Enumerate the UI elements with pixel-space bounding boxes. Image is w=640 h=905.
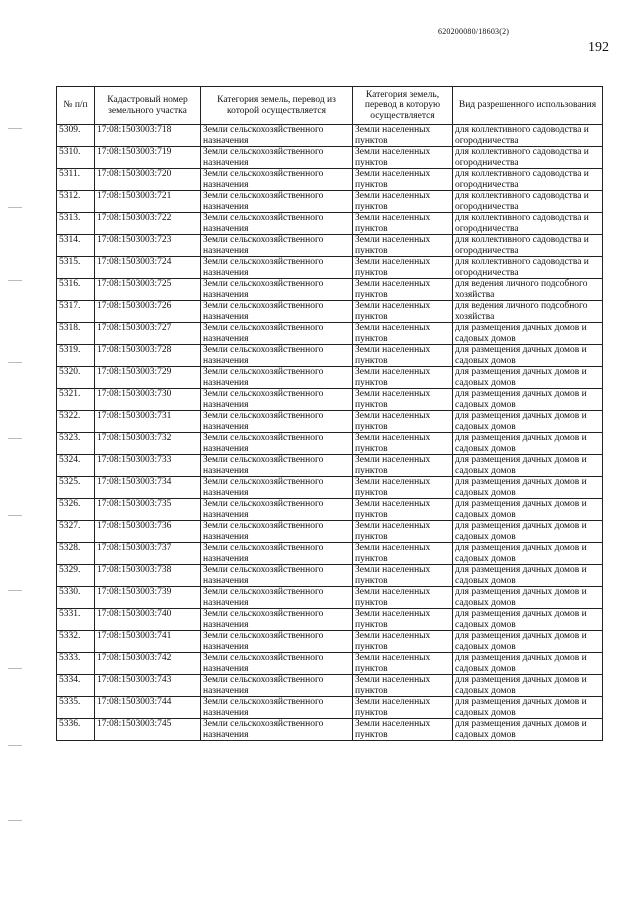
category-from: Земли сельскохозяйственного назначения	[201, 631, 353, 653]
category-from: Земли сельскохозяйственного назначения	[201, 345, 353, 367]
category-to: Земли населенных пунктов	[353, 323, 453, 345]
row-number: 5323.	[57, 433, 95, 455]
cadastral-number: 17:08:1503003:744	[95, 697, 201, 719]
header-category-to: Категория земель, перевод в которую осуществляется	[353, 87, 453, 125]
permitted-use: для коллективного садоводства и огородничества	[453, 257, 603, 279]
table-row	[57, 235, 603, 257]
permitted-use: для размещения дачных домов и садовых домов	[453, 345, 603, 367]
margin-mark	[8, 438, 22, 439]
row-number: 5325.	[57, 477, 95, 499]
table-row	[57, 653, 603, 675]
table-row	[57, 675, 603, 697]
category-from: Земли сельскохозяйственного назначения	[201, 301, 353, 323]
row-number: 5332.	[57, 631, 95, 653]
category-to: Земли населенных пунктов	[353, 631, 453, 653]
category-from: Земли сельскохозяйственного назначения	[201, 169, 353, 191]
table-row	[57, 521, 603, 543]
category-to: Земли населенных пунктов	[353, 279, 453, 301]
cadastral-number: 17:08:1503003:733	[95, 455, 201, 477]
table-row	[57, 697, 603, 719]
permitted-use: для размещения дачных домов и садовых домов	[453, 697, 603, 719]
category-to: Земли населенных пунктов	[353, 367, 453, 389]
cadastral-number: 17:08:1503003:732	[95, 433, 201, 455]
category-to: Земли населенных пунктов	[353, 455, 453, 477]
cadastral-number: 17:08:1503003:739	[95, 587, 201, 609]
category-from: Земли сельскохозяйственного назначения	[201, 433, 353, 455]
margin-mark	[8, 207, 22, 208]
category-to: Земли населенных пунктов	[353, 147, 453, 169]
category-from: Земли сельскохозяйственного назначения	[201, 279, 353, 301]
table-row	[57, 279, 603, 301]
permitted-use: для размещения дачных домов и садовых домов	[453, 653, 603, 675]
category-from: Земли сельскохозяйственного назначения	[201, 367, 353, 389]
category-from: Земли сельскохозяйственного назначения	[201, 147, 353, 169]
category-from: Земли сельскохозяйственного назначения	[201, 543, 353, 565]
header-row	[57, 87, 603, 125]
row-number: 5314.	[57, 235, 95, 257]
margin-mark	[8, 820, 22, 821]
table-row	[57, 367, 603, 389]
table-row	[57, 191, 603, 213]
category-from: Земли сельскохозяйственного назначения	[201, 389, 353, 411]
table-row	[57, 125, 603, 147]
category-to: Земли населенных пунктов	[353, 169, 453, 191]
category-to: Земли населенных пунктов	[353, 191, 453, 213]
cadastral-number: 17:08:1503003:726	[95, 301, 201, 323]
cadastral-number: 17:08:1503003:719	[95, 147, 201, 169]
category-from: Земли сельскохозяйственного назначения	[201, 455, 353, 477]
category-from: Земли сельскохозяйственного назначения	[201, 477, 353, 499]
cadastral-number: 17:08:1503003:742	[95, 653, 201, 675]
table-row	[57, 257, 603, 279]
margin-mark	[8, 668, 22, 669]
category-to: Земли населенных пунктов	[353, 411, 453, 433]
table-row	[57, 389, 603, 411]
cadastral-number: 17:08:1503003:743	[95, 675, 201, 697]
document-code: 620200080/18603(2)	[438, 27, 510, 36]
row-number: 5334.	[57, 675, 95, 697]
category-to: Земли населенных пунктов	[353, 477, 453, 499]
permitted-use: для коллективного садоводства и огородничества	[453, 213, 603, 235]
permitted-use: для размещения дачных домов и садовых домов	[453, 587, 603, 609]
category-from: Земли сельскохозяйственного назначения	[201, 323, 353, 345]
category-from: Земли сельскохозяйственного назначения	[201, 653, 353, 675]
category-from: Земли сельскохозяйственного назначения	[201, 235, 353, 257]
row-number: 5329.	[57, 565, 95, 587]
cadastral-number: 17:08:1503003:722	[95, 213, 201, 235]
permitted-use: для размещения дачных домов и садовых домов	[453, 323, 603, 345]
permitted-use: для коллективного садоводства и огородничества	[453, 125, 603, 147]
category-to: Земли населенных пунктов	[353, 697, 453, 719]
category-to: Земли населенных пунктов	[353, 565, 453, 587]
category-from: Земли сельскохозяйственного назначения	[201, 675, 353, 697]
row-number: 5327.	[57, 521, 95, 543]
table-row	[57, 169, 603, 191]
permitted-use: для размещения дачных домов и садовых домов	[453, 455, 603, 477]
category-from: Земли сельскохозяйственного назначения	[201, 213, 353, 235]
category-to: Земли населенных пунктов	[353, 257, 453, 279]
category-to: Земли населенных пунктов	[353, 345, 453, 367]
permitted-use: для размещения дачных домов и садовых домов	[453, 499, 603, 521]
table-row	[57, 543, 603, 565]
row-number: 5328.	[57, 543, 95, 565]
permitted-use: для размещения дачных домов и садовых домов	[453, 565, 603, 587]
cadastral-number: 17:08:1503003:721	[95, 191, 201, 213]
cadastral-number: 17:08:1503003:737	[95, 543, 201, 565]
cadastral-number: 17:08:1503003:730	[95, 389, 201, 411]
table-row	[57, 301, 603, 323]
category-from: Земли сельскохозяйственного назначения	[201, 565, 353, 587]
margin-mark	[8, 745, 22, 746]
permitted-use: для размещения дачных домов и садовых домов	[453, 609, 603, 631]
row-number: 5316.	[57, 279, 95, 301]
category-to: Земли населенных пунктов	[353, 675, 453, 697]
category-from: Земли сельскохозяйственного назначения	[201, 257, 353, 279]
margin-mark	[8, 515, 22, 516]
row-number: 5317.	[57, 301, 95, 323]
category-from: Земли сельскохозяйственного назначения	[201, 719, 353, 741]
row-number: 5330.	[57, 587, 95, 609]
category-from: Земли сельскохозяйственного назначения	[201, 125, 353, 147]
land-table	[56, 86, 603, 741]
permitted-use: для размещения дачных домов и садовых домов	[453, 433, 603, 455]
cadastral-number: 17:08:1503003:729	[95, 367, 201, 389]
permitted-use: для ведения личного подсобного хозяйства	[453, 301, 603, 323]
row-number: 5310.	[57, 147, 95, 169]
row-number: 5313.	[57, 213, 95, 235]
margin-mark	[8, 280, 22, 281]
row-number: 5321.	[57, 389, 95, 411]
cadastral-number: 17:08:1503003:718	[95, 125, 201, 147]
category-to: Земли населенных пунктов	[353, 301, 453, 323]
cadastral-number: 17:08:1503003:724	[95, 257, 201, 279]
cadastral-number: 17:08:1503003:735	[95, 499, 201, 521]
header-category-from: Категория земель, перевод из которой осуществляется	[201, 87, 353, 125]
table-row	[57, 345, 603, 367]
row-number: 5318.	[57, 323, 95, 345]
row-number: 5311.	[57, 169, 95, 191]
table-row	[57, 213, 603, 235]
table-row	[57, 411, 603, 433]
permitted-use: для размещения дачных домов и садовых домов	[453, 543, 603, 565]
category-from: Земли сельскохозяйственного назначения	[201, 499, 353, 521]
cadastral-number: 17:08:1503003:736	[95, 521, 201, 543]
header-cadastral: Кадастровый номер земельного участка	[95, 87, 201, 125]
permitted-use: для размещения дачных домов и садовых домов	[453, 675, 603, 697]
cadastral-number: 17:08:1503003:738	[95, 565, 201, 587]
table-header	[57, 87, 603, 125]
page-number: 192	[588, 40, 609, 55]
table-row	[57, 565, 603, 587]
row-number: 5336.	[57, 719, 95, 741]
permitted-use: для размещения дачных домов и садовых домов	[453, 367, 603, 389]
permitted-use: для размещения дачных домов и садовых домов	[453, 411, 603, 433]
category-to: Земли населенных пунктов	[353, 653, 453, 675]
category-to: Земли населенных пунктов	[353, 543, 453, 565]
permitted-use: для размещения дачных домов и садовых домов	[453, 389, 603, 411]
cadastral-number: 17:08:1503003:728	[95, 345, 201, 367]
category-to: Земли населенных пунктов	[353, 433, 453, 455]
category-to: Земли населенных пунктов	[353, 213, 453, 235]
category-to: Земли населенных пунктов	[353, 587, 453, 609]
margin-mark	[8, 128, 22, 129]
row-number: 5335.	[57, 697, 95, 719]
row-number: 5331.	[57, 609, 95, 631]
category-from: Земли сельскохозяйственного назначения	[201, 697, 353, 719]
permitted-use: для коллективного садоводства и огородничества	[453, 147, 603, 169]
category-to: Земли населенных пунктов	[353, 389, 453, 411]
permitted-use: для коллективного садоводства и огородничества	[453, 235, 603, 257]
category-from: Земли сельскохозяйственного назначения	[201, 411, 353, 433]
category-to: Земли населенных пунктов	[353, 499, 453, 521]
permitted-use: для размещения дачных домов и садовых домов	[453, 631, 603, 653]
category-to: Земли населенных пунктов	[353, 609, 453, 631]
cadastral-number: 17:08:1503003:734	[95, 477, 201, 499]
cadastral-number: 17:08:1503003:731	[95, 411, 201, 433]
category-to: Земли населенных пунктов	[353, 235, 453, 257]
row-number: 5333.	[57, 653, 95, 675]
cadastral-number: 17:08:1503003:745	[95, 719, 201, 741]
cadastral-number: 17:08:1503003:740	[95, 609, 201, 631]
table-body	[57, 125, 603, 741]
margin-mark	[8, 362, 22, 363]
row-number: 5312.	[57, 191, 95, 213]
row-number: 5322.	[57, 411, 95, 433]
permitted-use: для размещения дачных домов и садовых домов	[453, 477, 603, 499]
header-number: № п/п	[57, 87, 95, 125]
permitted-use: для коллективного садоводства и огородничества	[453, 169, 603, 191]
category-from: Земли сельскохозяйственного назначения	[201, 521, 353, 543]
row-number: 5326.	[57, 499, 95, 521]
permitted-use: для ведения личного подсобного хозяйства	[453, 279, 603, 301]
category-from: Земли сельскохозяйственного назначения	[201, 191, 353, 213]
row-number: 5315.	[57, 257, 95, 279]
cadastral-number: 17:08:1503003:727	[95, 323, 201, 345]
category-from: Земли сельскохозяйственного назначения	[201, 587, 353, 609]
permitted-use: для размещения дачных домов и садовых домов	[453, 719, 603, 741]
cadastral-number: 17:08:1503003:741	[95, 631, 201, 653]
table-row	[57, 323, 603, 345]
row-number: 5309.	[57, 125, 95, 147]
row-number: 5320.	[57, 367, 95, 389]
header-permitted-use: Вид разрешенного использования	[453, 87, 603, 125]
table-row	[57, 609, 603, 631]
table-row	[57, 477, 603, 499]
row-number: 5324.	[57, 455, 95, 477]
table-row	[57, 433, 603, 455]
table-row	[57, 719, 603, 741]
cadastral-number: 17:08:1503003:720	[95, 169, 201, 191]
table-row	[57, 631, 603, 653]
category-to: Земли населенных пунктов	[353, 719, 453, 741]
cadastral-number: 17:08:1503003:725	[95, 279, 201, 301]
category-to: Земли населенных пунктов	[353, 125, 453, 147]
table-row	[57, 587, 603, 609]
cadastral-number: 17:08:1503003:723	[95, 235, 201, 257]
category-to: Земли населенных пунктов	[353, 521, 453, 543]
permitted-use: для коллективного садоводства и огородничества	[453, 191, 603, 213]
margin-mark	[8, 590, 22, 591]
row-number: 5319.	[57, 345, 95, 367]
category-from: Земли сельскохозяйственного назначения	[201, 609, 353, 631]
table-row	[57, 499, 603, 521]
table-row	[57, 147, 603, 169]
permitted-use: для размещения дачных домов и садовых домов	[453, 521, 603, 543]
table-row	[57, 455, 603, 477]
